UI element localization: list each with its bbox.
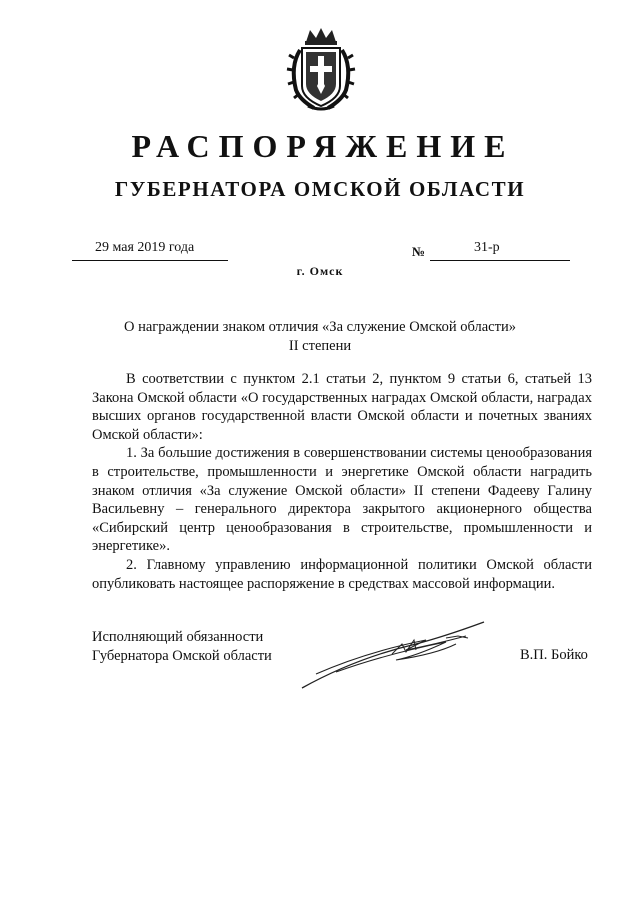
- subject-line-1: О награждении знаком отличия «За служение Омской области»: [124, 319, 516, 335]
- signer-position-line-2: Губернатора Омской области: [92, 648, 272, 664]
- omsk-coat-of-arms-icon: [286, 26, 356, 112]
- city-label: г. Омск: [296, 264, 344, 278]
- document-subtitle: ГУБЕРНАТОРА ОМСКОЙ ОБЛАСТИ: [114, 177, 526, 201]
- number-underline: [430, 241, 570, 261]
- signer-name: В.П. Бойко: [520, 647, 588, 663]
- document-number: 31-р: [474, 240, 500, 255]
- subject-line-2: II степени: [288, 338, 352, 354]
- item-2-paragraph: 2. Главному управлению информационной политики Омской области опубликовать настоящее распоряжение в средствах массовой информации.: [92, 556, 592, 592]
- document-title: РАСПОРЯЖЕНИЕ: [131, 128, 515, 164]
- handwritten-signature-icon: [296, 614, 492, 694]
- signer-position-line-1: Исполняющий обязанности: [92, 629, 264, 645]
- document-body: [92, 370, 592, 593]
- preamble-paragraph: В соответствии с пунктом 2.1 статьи 2, пунктом 9 статьи 6, статьей 13 Закона Омской области «О государственных наградах Омской области, наградах высших органов государственной власти Омской области и почетных званиях Омской области»:: [92, 371, 592, 443]
- number-sign: №: [412, 244, 426, 259]
- document-subject: [90, 318, 550, 356]
- signer-position: [92, 628, 272, 666]
- item-1-paragraph: 1. За большие достижения в совершенствовании системы ценообразования в строительстве, промышленности и энергетике Омской области наградить знаком отличия «За служение Омской области» II степени Фадееву Галину Васильевну – генерального директора закрытого акционерного общества «Сибирский центр ценообразования в строительстве, промышленности и энергетике».: [92, 445, 592, 555]
- document-date: 29 мая 2019 года: [95, 240, 195, 255]
